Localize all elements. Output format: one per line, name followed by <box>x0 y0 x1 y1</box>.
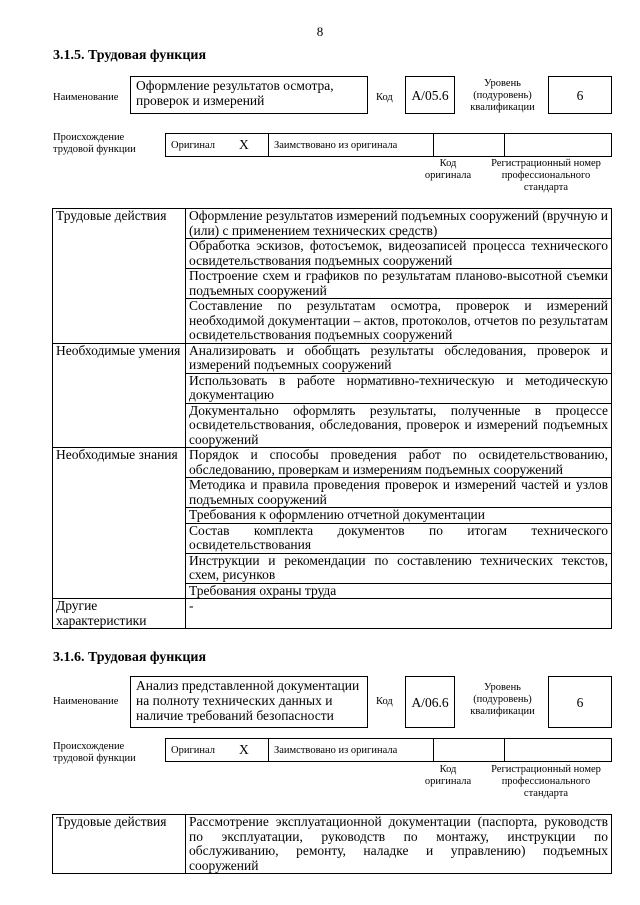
table-row <box>53 343 612 373</box>
page-number: 8 <box>316 24 324 39</box>
group-label: Необходимые знания <box>53 448 186 599</box>
table-cell: Документально оформлять результаты, полученные в процессе освидетельствования, обследования, проверок и измерений подъемных сооружений <box>186 403 612 448</box>
name-label: Наименование <box>53 696 119 707</box>
group-label: Необходимые умения <box>53 343 186 448</box>
code-original-label: Код оригинала <box>424 158 472 181</box>
table-cell: Состав комплекта документов по итогам технического освидетельствования <box>186 523 612 553</box>
level-label: Уровень (подуровень) квалификации <box>470 682 535 717</box>
borrowed-label: Заимствовано из оригинала <box>269 739 434 762</box>
group-label: Трудовые действия <box>53 209 186 344</box>
origin-label: Происхождение трудовой функции <box>53 741 136 764</box>
code-label: Код <box>376 92 393 103</box>
level-box: 6 <box>548 76 612 114</box>
code-box: A/05.6 <box>405 76 455 114</box>
origin-table <box>165 133 612 157</box>
requirements-table <box>52 814 612 874</box>
table-cell: Требования к оформлению отчетной документации <box>186 508 612 524</box>
original-label: Оригинал <box>166 739 235 762</box>
group-label: Трудовые действия <box>53 815 186 874</box>
level-box: 6 <box>548 676 612 728</box>
original-label: Оригинал <box>166 134 235 157</box>
code-label: Код <box>376 696 393 707</box>
level-label: Уровень (подуровень) квалификации <box>470 78 535 113</box>
table-cell: Порядок и способы проведения работ по освидетельствованию, обследованию, проверкам и измерениям подъемных сооружений <box>186 448 612 478</box>
origin-label: Происхождение трудовой функции <box>53 132 136 155</box>
table-cell: Методика и правила проведения проверок и измерений частей и узлов подъемных сооружений <box>186 478 612 508</box>
section-title: 3.1.5. Трудовая функция <box>53 48 207 63</box>
function-name-box: Анализ представленной документации на полноту технических данных и наличие требований безопасности <box>130 676 368 728</box>
table-cell: Построение схем и графиков по результатам планово-высотной съемки подъемных сооружений <box>186 269 612 299</box>
table-cell: Составление по результатам осмотра, проверок и измерений необходимой документации – актов, протоколов, отчетов по результатам освидетельствования подъемных сооружений <box>186 299 612 344</box>
requirements-table <box>52 208 612 629</box>
table-row <box>53 599 612 629</box>
table-cell: Анализировать и обобщать результаты обследования, проверок и измерений подъемных сооружений <box>186 343 612 373</box>
code-original-cell <box>434 134 505 157</box>
original-mark: X <box>234 739 269 762</box>
reg-number-label: Регистрационный номер профессионального стандарта <box>491 764 601 799</box>
function-name-box: Оформление результатов осмотра, проверок и измерений <box>130 76 368 114</box>
table-cell: Требования охраны труда <box>186 583 612 599</box>
reg-number-cell <box>505 739 612 762</box>
table-row <box>53 815 612 874</box>
table-cell: Инструкции и рекомендации по составлению технических текстов, схем, рисунков <box>186 553 612 583</box>
section-title: 3.1.6. Трудовая функция <box>53 650 207 665</box>
table-row <box>53 448 612 478</box>
code-box: A/06.6 <box>405 676 455 728</box>
original-mark: X <box>234 134 269 157</box>
table-cell: Рассмотрение эксплуатационной документации (паспорта, руководств по эксплуатации, руководств по монтажу, инструкции по обслуживанию, ремонту, наладке и управлению) подъемных сооружений <box>186 815 612 874</box>
table-cell: Обработка эскизов, фотосъемок, видеозаписей процесса технического освидетельствования подъемных сооружений <box>186 239 612 269</box>
table-cell: Использовать в работе нормативно-техническую и методическую документацию <box>186 373 612 403</box>
table-row <box>53 209 612 239</box>
borrowed-label: Заимствовано из оригинала <box>269 134 434 157</box>
reg-number-cell <box>505 134 612 157</box>
code-original-cell <box>434 739 505 762</box>
code-original-label: Код оригинала <box>424 764 472 787</box>
name-label: Наименование <box>53 92 119 103</box>
group-label: Другие характеристики <box>53 599 186 629</box>
origin-table <box>165 738 612 762</box>
table-cell: Оформление результатов измерений подъемных сооружений (вручную и (или) с применением технических средств) <box>186 209 612 239</box>
reg-number-label: Регистрационный номер профессионального стандарта <box>491 158 601 193</box>
table-cell: - <box>186 599 612 629</box>
